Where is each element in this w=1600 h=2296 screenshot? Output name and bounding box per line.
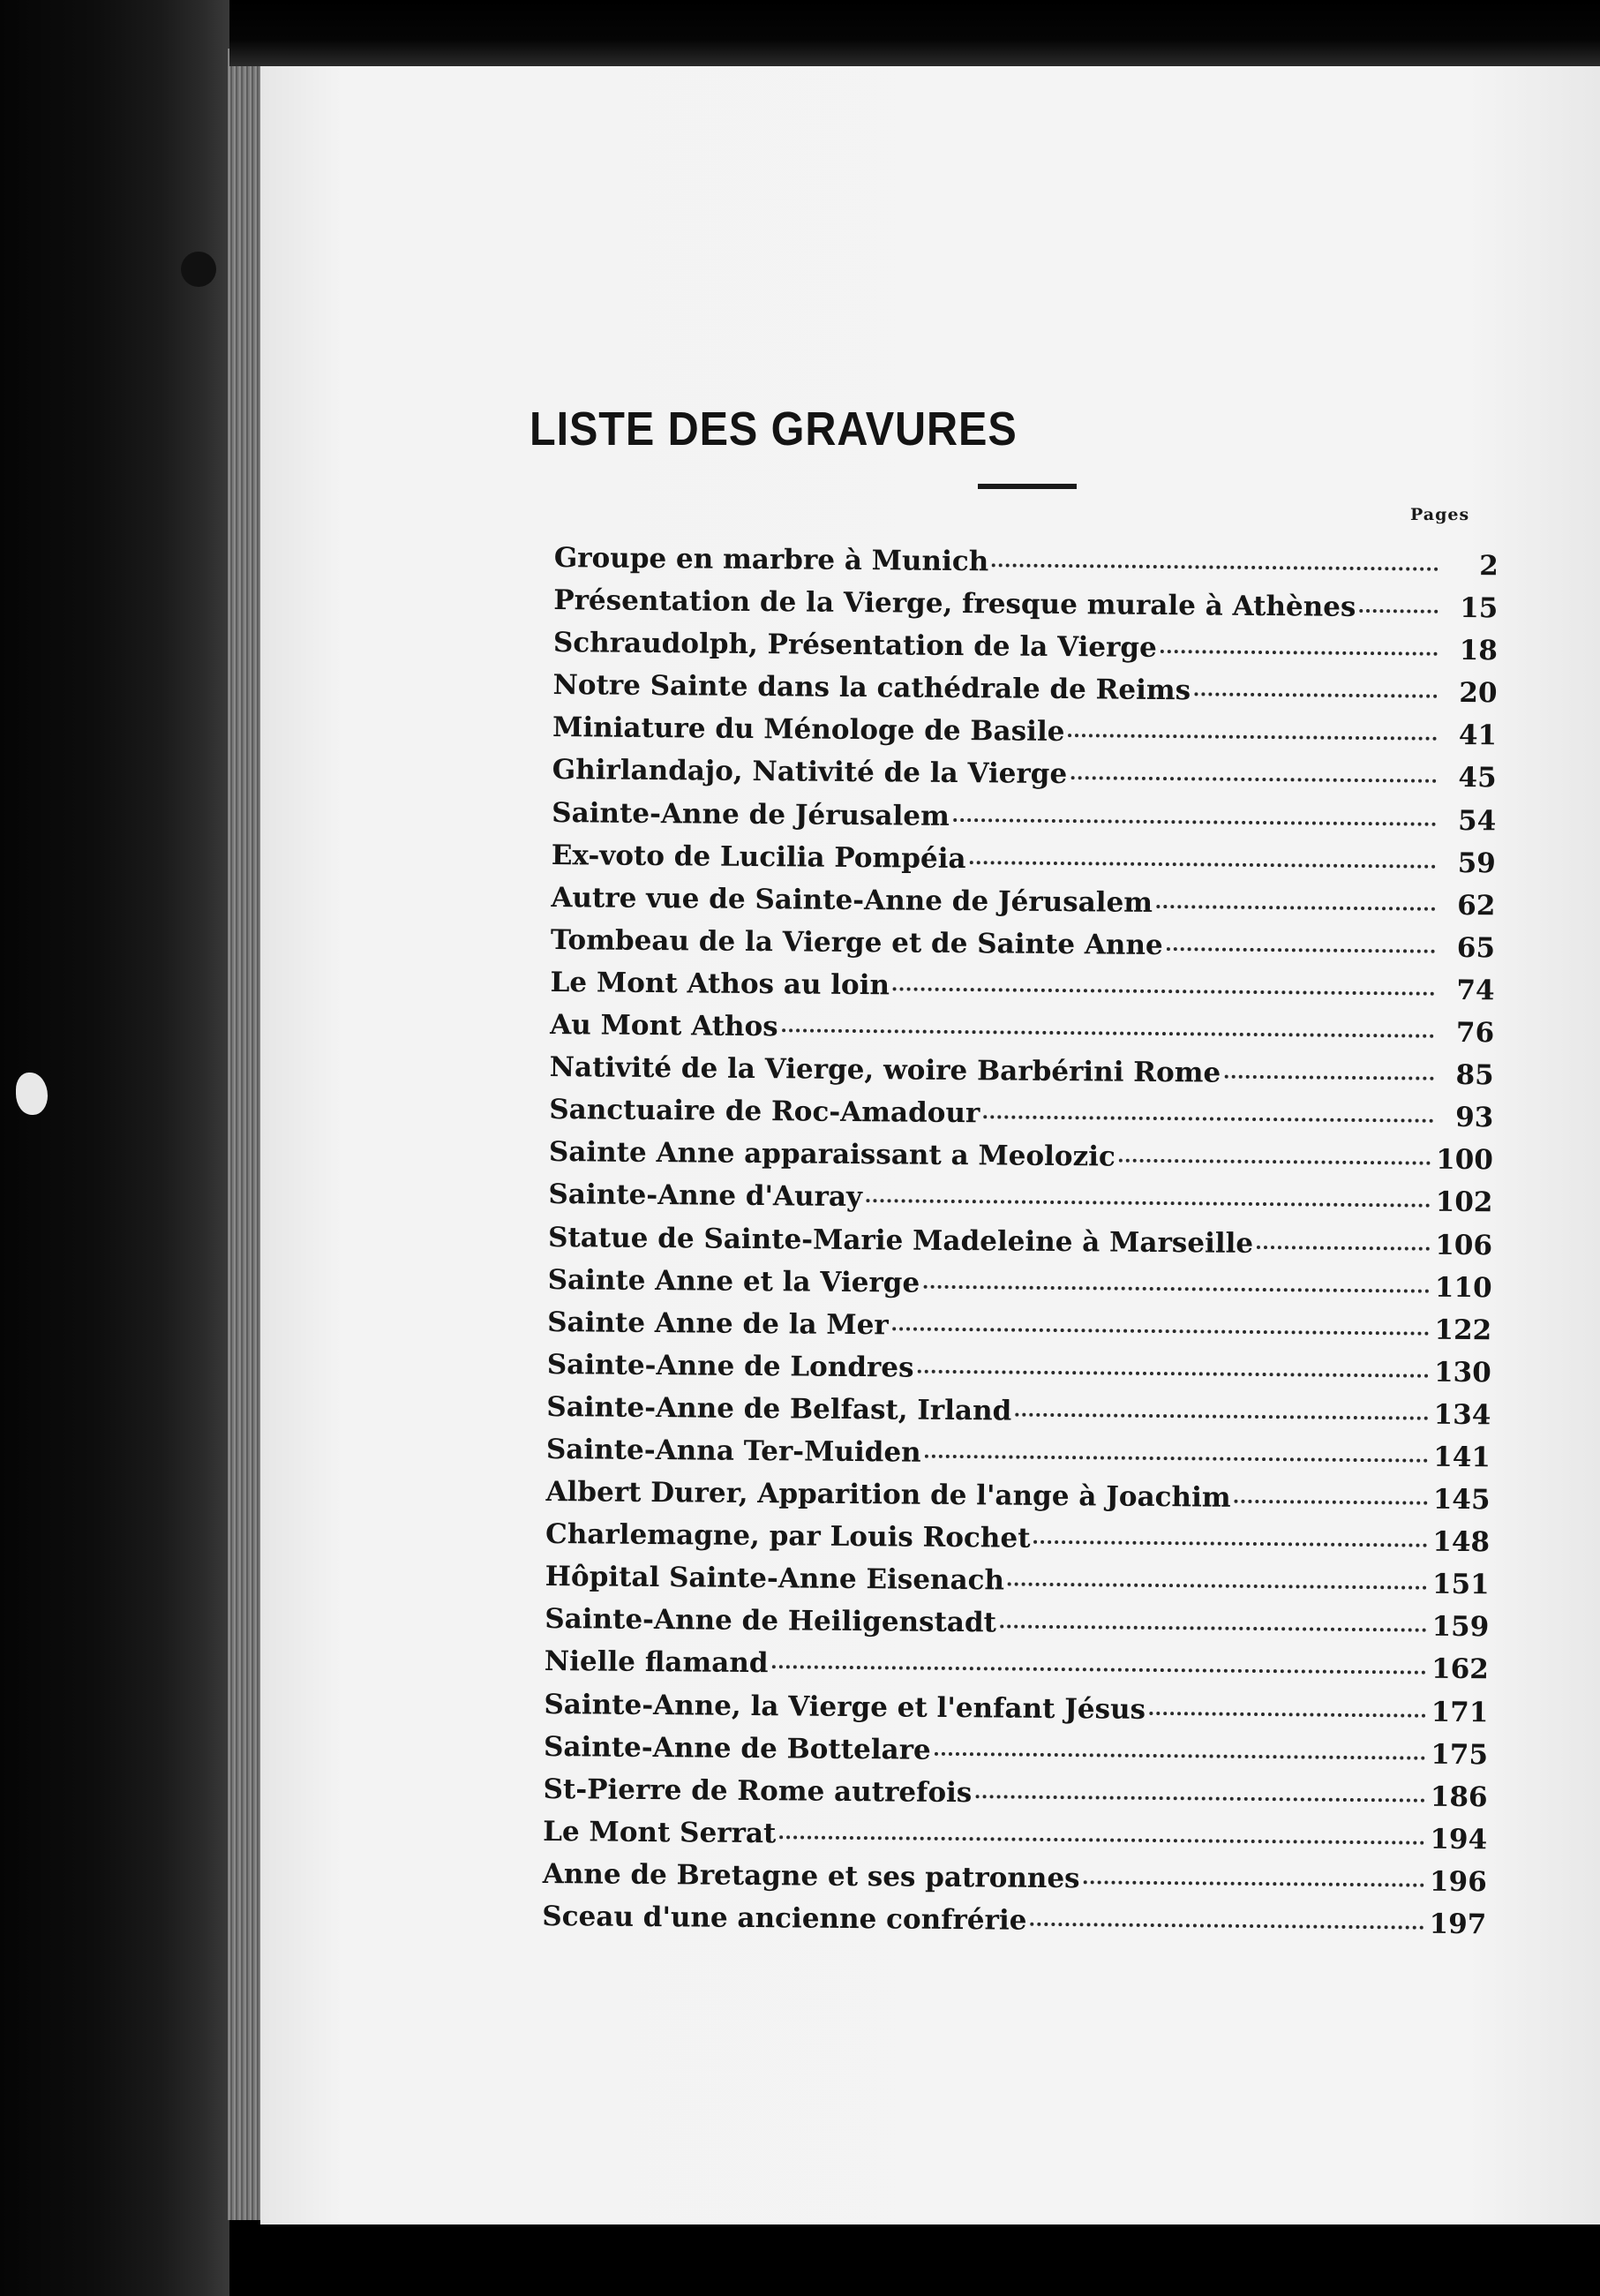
- engraving-title: Le Mont Athos au loin: [550, 966, 890, 1002]
- engraving-title: Sainte-Anne de Londres: [546, 1348, 914, 1384]
- page-number: 122: [1434, 1314, 1492, 1346]
- engraving-title: Autre vue de Sainte-Anne de Jérusalem: [551, 881, 1153, 919]
- page-number: 59: [1457, 847, 1496, 879]
- engraving-title: Présentation de la Vierge, fresque murale à Athènes: [553, 584, 1356, 624]
- dot-leader: [1194, 689, 1437, 698]
- page-number: 186: [1430, 1780, 1488, 1814]
- page-number: 162: [1431, 1653, 1489, 1686]
- dot-leader: [935, 1748, 1426, 1759]
- engraving-title: Miniature du Ménologe de Basile: [552, 711, 1065, 749]
- dot-leader: [1224, 1072, 1434, 1080]
- page-number: 45: [1458, 762, 1497, 794]
- engraving-title: Au Mont Athos: [550, 1009, 778, 1043]
- page-number: 85: [1455, 1059, 1494, 1092]
- engraving-title: Sainte Anne de la Mer: [547, 1306, 889, 1342]
- dot-leader: [893, 983, 1435, 995]
- pages-column-label: Pages: [1410, 505, 1470, 524]
- dot-leader: [1070, 773, 1437, 784]
- dot-leader: [970, 857, 1436, 869]
- dot-leader: [1161, 646, 1438, 656]
- engraving-title: Sainte-Anna Ter-Muiden: [545, 1433, 921, 1469]
- dot-leader: [1084, 1877, 1424, 1886]
- bottom-scan-shadow: [229, 2224, 1600, 2296]
- page-number: 102: [1435, 1186, 1493, 1219]
- dot-leader: [1359, 606, 1438, 614]
- title-rule: [978, 484, 1077, 489]
- engraving-title: Ex-voto de Lucilia Pompéia: [551, 839, 966, 875]
- page-number: 18: [1459, 635, 1499, 667]
- dot-leader: [1149, 1707, 1426, 1717]
- engraving-title: Statue de Sainte-Marie Madeleine à Marseille: [547, 1221, 1254, 1260]
- engraving-title: Sceau d'une ancienne confrérie: [542, 1900, 1027, 1937]
- page-number: 130: [1433, 1356, 1491, 1389]
- page-number: 2: [1479, 550, 1499, 583]
- engraving-title: Nielle flamand: [544, 1645, 769, 1680]
- dot-leader: [1167, 944, 1435, 953]
- page-number: 194: [1430, 1823, 1488, 1856]
- dot-leader: [1235, 1496, 1428, 1505]
- page-number: 148: [1432, 1525, 1491, 1559]
- page-number: 145: [1432, 1483, 1491, 1517]
- engraving-title: Anne de Bretagne et ses patronnes: [542, 1857, 1080, 1895]
- page-number: 106: [1435, 1229, 1493, 1261]
- dot-leader: [1068, 730, 1437, 741]
- dot-leader: [983, 1111, 1433, 1122]
- dot-leader: [923, 1281, 1430, 1292]
- dot-leader: [953, 815, 1436, 826]
- list-item: [542, 1895, 1486, 1946]
- page-number: 175: [1431, 1738, 1489, 1771]
- ink-blot: [181, 252, 216, 287]
- dot-leader: [1119, 1156, 1431, 1165]
- dot-leader: [771, 1662, 1426, 1675]
- page-number: 100: [1436, 1144, 1494, 1177]
- book-page-edges: [228, 49, 263, 2220]
- dot-leader: [975, 1791, 1425, 1802]
- book-fore-edge: [0, 0, 229, 2296]
- page-number: 20: [1459, 677, 1498, 710]
- dot-leader: [782, 1025, 1435, 1037]
- list-of-engravings: [542, 537, 1499, 1946]
- dot-leader: [866, 1196, 1431, 1208]
- page-number: 76: [1455, 1016, 1495, 1050]
- engraving-title: Sainte-Anne de Jérusalem: [552, 796, 950, 832]
- page-number: 62: [1457, 889, 1496, 922]
- dot-leader: [992, 560, 1438, 570]
- page-number: 134: [1433, 1398, 1491, 1432]
- page-number: 159: [1431, 1611, 1490, 1644]
- page-number: 15: [1460, 592, 1499, 625]
- engraving-title: Sainte-Anne de Heiligenstadt: [545, 1603, 997, 1639]
- page-number: 41: [1458, 719, 1498, 752]
- engraving-title: Hôpital Sainte-Anne Eisenach: [545, 1561, 1005, 1597]
- engraving-title: Le Mont Serrat: [543, 1815, 777, 1850]
- engraving-title: Notre Sainte dans la cathédrale de Reims: [552, 669, 1191, 707]
- dot-leader: [925, 1451, 1429, 1463]
- engraving-title: Ghirlandajo, Nativité de la Vierge: [552, 754, 1068, 791]
- engraving-title: Sainte-Anne, la Vierge et l'enfant Jésus: [544, 1688, 1146, 1726]
- page-number: 74: [1456, 974, 1495, 1007]
- engraving-title: Sainte-Anne de Belfast, Irland: [546, 1390, 1012, 1427]
- engraving-title: Groupe en marbre à Munich: [553, 541, 989, 578]
- page-number: 196: [1429, 1865, 1487, 1899]
- dot-leader: [1008, 1579, 1427, 1590]
- page-number: 54: [1457, 804, 1497, 837]
- dot-leader: [1000, 1622, 1427, 1632]
- dot-leader: [1030, 1919, 1423, 1930]
- page-title: LISTE DES GRAVURES: [530, 403, 1018, 455]
- engraving-title: Charlemagne, par Louis Rochet: [545, 1518, 1031, 1555]
- dot-leader: [1257, 1241, 1430, 1250]
- page-number: 141: [1433, 1441, 1491, 1474]
- dot-leader: [1015, 1409, 1428, 1419]
- engraving-title: St-Pierre de Rome autrefois: [543, 1773, 973, 1809]
- page-number: 65: [1456, 931, 1496, 965]
- engraving-title: Sainte Anne et la Vierge: [547, 1263, 920, 1299]
- engraving-title: Sainte-Anne de Bottelare: [543, 1730, 931, 1766]
- dot-leader: [1156, 901, 1435, 911]
- top-scan-shadow: [229, 0, 1600, 66]
- engraving-title: Tombeau de la Vierge et de Sainte Anne: [550, 923, 1163, 961]
- dot-leader: [892, 1323, 1430, 1335]
- engraving-title: Sainte-Anne d'Auray: [548, 1178, 863, 1214]
- engraving-title: Nativité de la Vierge, woire Barbérini Rome: [549, 1051, 1221, 1089]
- dot-leader: [917, 1366, 1429, 1377]
- page-number: 151: [1431, 1568, 1490, 1601]
- dot-leader: [779, 1832, 1424, 1844]
- page-number: 171: [1431, 1696, 1489, 1728]
- engraving-title: Schraudolph, Présentation de la Vierge: [552, 627, 1157, 665]
- engraving-title: Sainte Anne apparaissant a Meolozic: [548, 1136, 1115, 1173]
- engraving-title: Sanctuaire de Roc-Amadour: [549, 1094, 980, 1130]
- dot-leader: [1033, 1537, 1427, 1547]
- engraving-title: Albert Durer, Apparition de l'ange à Joachim: [545, 1476, 1231, 1514]
- page-number: 93: [1454, 1102, 1494, 1134]
- page-number: 110: [1434, 1271, 1492, 1304]
- page-number: 197: [1429, 1908, 1487, 1941]
